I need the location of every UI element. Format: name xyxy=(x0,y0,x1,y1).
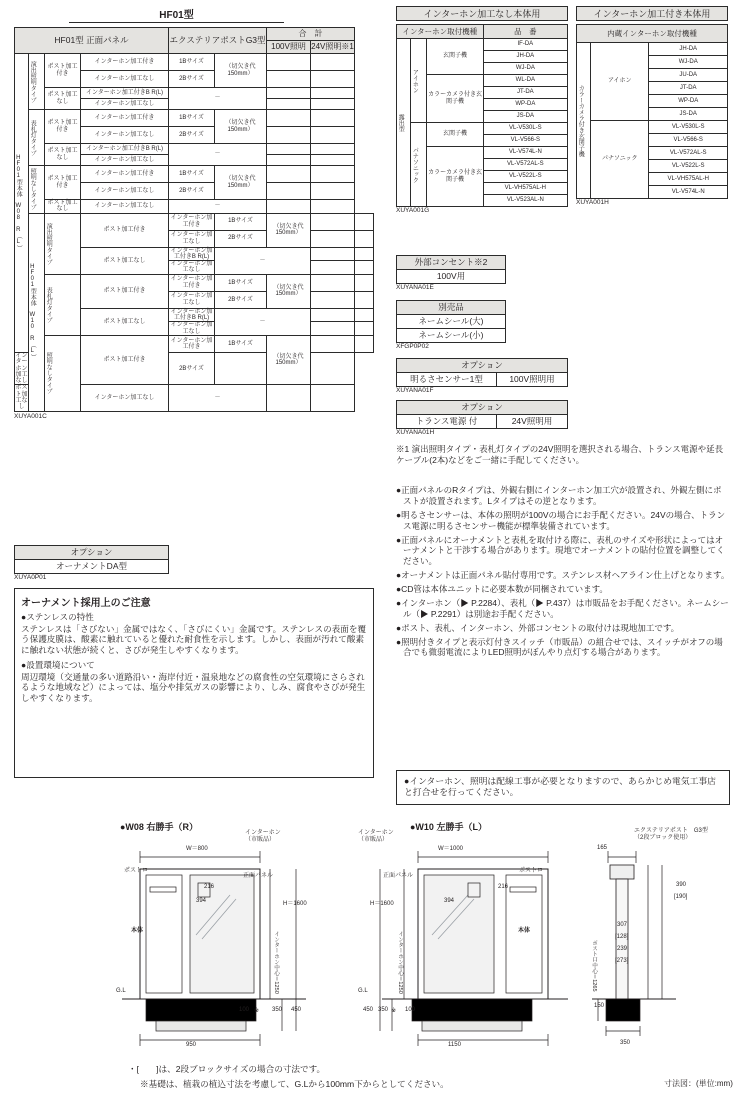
right-panel-label: 正面パネル xyxy=(383,873,414,879)
total-24v-cell xyxy=(311,144,355,155)
model-cell: VL-V523AL-N xyxy=(483,195,567,207)
total-24v-cell xyxy=(311,183,355,200)
sub-color-camera: カラーカメラ付き玄関子機 xyxy=(427,75,483,123)
note-item: ●正面パネルのRタイプは、外観右側にインターホン加工穴が設置され、外観左側にポストが設置されます。Lタイプはその逆となります。 xyxy=(396,485,722,506)
intercom-cell: インターホン加工なし xyxy=(81,99,169,110)
option-sensor-code: XUYANA01F xyxy=(396,387,434,394)
size-cell: － xyxy=(169,200,267,214)
left-panel-label: 正面パネル xyxy=(243,873,274,879)
th-100v: 100V照明 xyxy=(267,41,311,54)
type-label-w08-none: 照明なしタイプ xyxy=(29,166,45,214)
intercom-none-title: インターホン加工なし本体用 xyxy=(396,6,568,21)
size-cell: 2Bサイズ xyxy=(169,71,215,88)
left-width-label: W＝800 xyxy=(186,846,208,852)
note-item: ●インターホン（▶ P.2284）、表札（▶ P.437）は市販品をお手配ください。ネームシール（▶ P.2291）は別途お手配ください。 xyxy=(396,597,729,619)
intercom-cell: インターホン加工なし xyxy=(15,352,28,385)
type-label-w10-enshutsu: 演出照明タイプ xyxy=(45,213,81,274)
total-100v-cell xyxy=(267,99,311,110)
separate-block xyxy=(396,300,506,350)
intercom-with-block xyxy=(576,6,728,206)
post-label: ポスト加工付き xyxy=(81,213,169,247)
size-cell: － xyxy=(215,308,311,335)
star1-note: ※1 演出照明タイプ・表札灯タイプの24V照明を選択される場合、トランス電源や延長ケーブル(2本)などをご一緒に手配してください。 xyxy=(396,444,724,466)
option-trans-title: オプション xyxy=(397,401,568,415)
model-cell: VL-V522L-S xyxy=(483,171,567,183)
model-cell: JH-DA xyxy=(483,51,567,63)
type-label-w08-enshutsu: 演出照明タイプ xyxy=(29,54,45,110)
main-table-title: HF01型 xyxy=(69,6,284,23)
intercom-with-table xyxy=(576,24,728,199)
sub-genkan: 玄関子機 xyxy=(427,39,483,75)
right-width-label: W＝1000 xyxy=(438,846,464,852)
option-trans-item: トランス電源 付 xyxy=(397,415,497,429)
cut-note: （切欠き代 150mm） xyxy=(267,274,311,308)
maker-col-label: 露出型 xyxy=(397,39,411,207)
type-label-w10-none: 照明なしタイプ xyxy=(45,335,81,411)
model-cell: VL-V530L-S xyxy=(483,123,567,135)
total-100v-cell xyxy=(267,54,311,71)
intercom-none-block xyxy=(396,6,568,214)
total-24v-cell xyxy=(355,247,374,261)
right-dim-star: ※ xyxy=(391,1008,397,1014)
model-cell: JT-DA xyxy=(649,82,728,95)
option-trans-table xyxy=(396,400,568,429)
total-100v-cell xyxy=(267,200,311,214)
outlet-title: 外部コンセント※2 xyxy=(397,256,506,270)
model-cell: VL-VH575AL-H xyxy=(649,173,728,186)
option-trans-code: XUYANA01H xyxy=(396,429,435,436)
model-cell: WP-DA xyxy=(483,99,567,111)
option-ornament-title: オプション xyxy=(15,546,169,560)
total-100v-cell xyxy=(267,166,311,183)
total-24v-cell xyxy=(311,71,355,88)
total-24v-cell xyxy=(355,322,374,336)
size-cell: 1Bサイズ xyxy=(169,166,215,183)
note-item: ●明るさセンサーは、本体の照明が100Vの場合にお手配ください。24Vの場合、トランス電源に明るさセンサー機能が標準装備されています。 xyxy=(396,509,726,531)
right-gl: G.L xyxy=(358,988,368,994)
total-24v-cell xyxy=(311,54,355,71)
left-dim-216: 216 xyxy=(204,884,215,890)
post-dim-150: 150 xyxy=(594,1003,605,1009)
left-intercom-label: インターホン （市販品） xyxy=(245,830,281,844)
intercom-with-code: XUYA001H xyxy=(576,199,609,206)
post-dim-128: [128] xyxy=(615,934,629,940)
intercom-cell: インターホン加工付きB R(L) xyxy=(81,88,169,99)
right-dim-100: 100 xyxy=(405,1007,416,1013)
post-label: ポスト加工なし xyxy=(45,144,81,166)
left-post-label: ポストロ xyxy=(124,868,149,874)
total-100v-cell xyxy=(311,247,355,261)
left-dim-450: 450 xyxy=(291,1007,302,1013)
size-cell: 2Bサイズ xyxy=(169,183,215,200)
cut-note: （切欠き代 150mm） xyxy=(215,166,267,200)
size-cell: 1Bサイズ xyxy=(169,54,215,71)
model-cell: WJ-DA xyxy=(483,63,567,75)
model-cell: JS-DA xyxy=(483,111,567,123)
left-dim-star: ※ xyxy=(254,1008,260,1014)
model-cell: JU-DA xyxy=(649,69,728,82)
cut-note: （切欠き代 150mm） xyxy=(215,110,267,144)
model-cell: WL-DA xyxy=(483,75,567,87)
size-cell: 2Bサイズ xyxy=(169,352,215,384)
maker-aiphone: アイホン xyxy=(411,39,427,123)
intercom-cell: インターホン加工なし xyxy=(169,291,215,308)
total-24v-cell xyxy=(355,308,374,322)
left-dim-h: H＝1600 xyxy=(283,901,307,907)
total-24v-cell xyxy=(311,200,355,214)
outlet-block xyxy=(396,255,506,291)
intercom-cell: インターホン加工なし xyxy=(169,261,215,275)
th-panel: HF01型 正面パネル xyxy=(15,28,169,54)
intercom-none-code: XUYA001G xyxy=(396,207,430,214)
model-cell: JH-DA xyxy=(649,43,728,56)
post-label: ポスト加工付き xyxy=(45,166,81,200)
total-100v-cell xyxy=(311,261,355,275)
intercom-cell: インターホン加工付きB R(L) xyxy=(81,144,169,155)
total-24v-cell xyxy=(311,352,355,384)
outlet-table xyxy=(396,255,506,284)
model-cell: VL-VH575AL-H xyxy=(483,183,567,195)
outlet-item: 100V用 xyxy=(397,270,506,284)
maker-panasonic: パナソニック xyxy=(411,123,427,207)
total-100v-cell xyxy=(267,385,311,411)
size-cell: 1Bサイズ xyxy=(215,335,267,352)
maker-aiphone: アイホン xyxy=(591,43,649,121)
intercom-cell: インターホン加工なし xyxy=(81,183,169,200)
model-cell: VL-V572AL-S xyxy=(649,147,728,160)
intercom-cell: インターホン加工付き xyxy=(169,335,215,352)
drawing-right-figure xyxy=(358,835,588,1050)
total-24v-cell xyxy=(311,385,355,411)
post-label: ポスト加工付き xyxy=(45,54,81,88)
model-cell: JT-DA xyxy=(483,87,567,99)
model-cell: WP-DA xyxy=(649,95,728,108)
post-vert-label: ポスト口中心＝1265 xyxy=(591,940,597,992)
sub-genkan: 玄関子機 xyxy=(427,123,483,147)
caution-head-0: ●ステンレスの特性 xyxy=(21,612,94,622)
intercom-cell: インターホン加工なし xyxy=(169,230,215,247)
model-cell: VL-V572AL-S xyxy=(483,159,567,171)
caution-box xyxy=(14,588,374,778)
type-label-w10-hyosatsu: 表札灯タイプ xyxy=(45,274,81,335)
caution-title: オーナメント採用上のご注意 xyxy=(21,598,151,609)
option-sensor-value: 100V照明用 xyxy=(497,373,568,387)
outlet-code: XUYANA01E xyxy=(396,284,434,291)
main-table-code: XUYA001C xyxy=(14,412,47,420)
note-item: ●照明付きタイプと表示灯付きスイッチ（市販品）の組合せでは、スイッチがオフの場合でも微弱電流によりLED照明がぼんやり点灯する場合があります。 xyxy=(396,636,723,658)
main-spec-table xyxy=(14,27,374,412)
post-label: ポスト加工なし xyxy=(45,200,81,214)
option-sensor-item: 明るさセンサー1型 xyxy=(397,373,497,387)
right-dim-h: H＝1600 xyxy=(370,901,394,907)
post-label: ポスト加工なし xyxy=(81,247,169,274)
note-item: ●ポスト、表札、インターホン、外部コンセントの取付けは現地加工です。 xyxy=(396,622,680,633)
intercom-none-table xyxy=(396,24,568,207)
total-24v-cell xyxy=(355,335,374,352)
right-vert-label: インターホン中心＝1250 xyxy=(397,931,403,994)
option-ornament-code: XUYA0P01 xyxy=(14,574,47,581)
size-cell: － xyxy=(169,88,267,110)
right-dim-216: 216 xyxy=(498,884,509,890)
right-intercom-label: インターホン （市販品） xyxy=(358,830,394,844)
total-24v-cell xyxy=(311,99,355,110)
option-ornament-item: オーナメントDA型 xyxy=(15,560,169,574)
scale-note: 寸法図：(単位:mm) xyxy=(664,1079,733,1088)
total-24v-cell xyxy=(311,166,355,183)
note-item: ●正面パネルにオーナメントと表札を取付ける際に、表札のサイズや形状によってはオーナメントと干渉する場合があります。現地でオーナメントの貼付位置を調整してください。 xyxy=(396,534,725,567)
post-label: ポスト加工付き xyxy=(45,110,81,144)
model-cell: IF-DA xyxy=(483,39,567,51)
intercom-cell: インターホン加工なし xyxy=(169,322,215,336)
drawing-post-figure xyxy=(588,845,688,1045)
th-model-no: 品 番 xyxy=(483,25,567,39)
drawing-left-title: ●W08 右勝手（R） xyxy=(120,822,198,832)
total-100v-cell xyxy=(311,274,355,291)
model-cell: JS-DA xyxy=(649,108,728,121)
total-100v-cell xyxy=(311,335,355,352)
option-sensor-title: オプション xyxy=(397,359,568,373)
total-24v-cell xyxy=(355,274,374,291)
size-cell: 2Bサイズ xyxy=(215,291,267,308)
total-100v-cell xyxy=(267,88,311,99)
size-cell: 1Bサイズ xyxy=(215,274,267,291)
total-100v-cell xyxy=(311,308,355,322)
post-label: ポスト加工なし xyxy=(45,88,81,110)
note-item: ●オーナメントは正面パネル貼付専用です。ステンレス材ヘアライン仕上げとなります。 xyxy=(396,570,730,581)
post-dim-165: 165 xyxy=(597,845,608,851)
drawing-footnote-0: ・[ ]は、2段ブロックサイズの場合の寸法です。 xyxy=(128,1064,326,1074)
left-dim-350: 350 xyxy=(272,1007,283,1013)
post-label: ポスト加工なし xyxy=(15,385,28,411)
note-item: ●CD管は本体ユニットに必要本数が同梱されています。 xyxy=(396,584,608,594)
cut-note: （切欠き代 150mm） xyxy=(267,213,311,247)
model-cell: VL-V566-S xyxy=(483,135,567,147)
size-cell: 1Bサイズ xyxy=(215,213,267,230)
camera-col-label: カラーカメラ付き玄関子機 xyxy=(577,43,591,199)
post-title: エクステリアポスト G3型 （2段ブロック使用） xyxy=(634,828,708,842)
intercom-cell: インターホン加工付きB R(L) xyxy=(169,308,215,322)
option-sensor-block xyxy=(396,358,568,394)
group-label-w10: HF01型本体 W10 R（L） xyxy=(29,213,45,411)
maker-panasonic: パナソニック xyxy=(591,121,649,199)
post-dim-307: 307 xyxy=(617,922,628,928)
separate-table xyxy=(396,300,506,343)
left-dim-100: 100 xyxy=(239,1007,250,1013)
post-label: ポスト加工付き xyxy=(81,274,169,308)
intercom-cell: インターホン加工付き xyxy=(81,110,169,127)
main-spec-table-block xyxy=(14,6,374,420)
total-100v-cell xyxy=(267,110,311,127)
left-dim-950: 950 xyxy=(186,1042,197,1048)
total-100v-cell xyxy=(311,213,355,230)
left-gl: G.L xyxy=(116,988,126,994)
post-dim-239: 239 xyxy=(617,946,628,952)
right-dim-1150: 1150 xyxy=(448,1042,461,1048)
post-dim-273: [273] xyxy=(615,958,629,964)
th-builtin-intercom: 内蔵インターホン取付機種 xyxy=(577,25,728,43)
post-label: ポスト加工付き xyxy=(81,335,169,384)
total-24v-cell xyxy=(355,291,374,308)
option-trans-value: 24V照明用 xyxy=(497,415,568,429)
intercom-cell: インターホン加工付き xyxy=(169,274,215,291)
size-cell: － xyxy=(169,385,267,411)
left-vert-label: インターホン中心＝1250 xyxy=(273,931,279,994)
model-cell: WJ-DA xyxy=(649,56,728,69)
sub-color-camera: カラーカメラ付き玄関子機 xyxy=(427,147,483,207)
intercom-cell: インターホン加工付きB R(L) xyxy=(169,247,215,261)
cut-note: （切欠き代 150mm） xyxy=(215,54,267,88)
caution-body-0: ステンレスは「さびない」金属ではなく、「さびにくい」金属です。ステンレスの表面を覆う保護皮膜は、酸素に触れていると優れた耐食性を示します。しかし、表面が汚れて酸素に触れない状態が続くと、さびが発生しやすくなります。 xyxy=(21,623,367,656)
total-24v-cell xyxy=(311,110,355,127)
intercom-cell: インターホン加工なし xyxy=(81,155,169,166)
total-24v-cell xyxy=(311,88,355,99)
total-100v-cell xyxy=(267,155,311,166)
intercom-cell: インターホン加工付き xyxy=(169,213,215,230)
total-100v-cell xyxy=(311,230,355,247)
right-notes-list xyxy=(396,485,730,661)
left-dim-394: 394 xyxy=(196,898,207,904)
caution-head-1: ●設置環境について xyxy=(21,659,95,670)
caution-body-1: 周辺環境（交通量の多い道路沿い・海岸付近・温泉地などの腐食性の空気環境にさらされるような地域など）によっては、塩分や排気ガスの影響により、しみ、腐食やさびが発生しやすくなります。 xyxy=(21,671,366,704)
total-24v-cell xyxy=(311,155,355,166)
size-cell: － xyxy=(215,247,311,274)
total-100v-cell xyxy=(311,291,355,308)
total-100v-cell xyxy=(311,322,355,336)
drawing-footnote-1: ※基礎は、植栽の植込寸法を考慮して、G.Lから100mm下からとしてください。 xyxy=(140,1079,449,1089)
option-sensor-table xyxy=(396,358,568,387)
option-ornament-block xyxy=(14,545,169,581)
total-100v-cell xyxy=(267,183,311,200)
model-cell: VL-V522L-S xyxy=(649,160,728,173)
intercom-cell: インターホン加工付き xyxy=(81,166,169,183)
total-100v-cell xyxy=(267,71,311,88)
right-dim-394: 394 xyxy=(444,898,455,904)
separate-title: 別売品 xyxy=(397,301,506,315)
left-body-label: 本体 xyxy=(131,928,144,934)
size-cell: 2Bサイズ xyxy=(169,127,215,144)
intercom-cell: インターホン加工なし xyxy=(81,71,169,88)
size-cell: 2Bサイズ xyxy=(215,230,267,247)
option-trans-block xyxy=(396,400,568,436)
right-body-label: 本体 xyxy=(518,928,531,934)
post-dim-350: 350 xyxy=(620,1040,631,1046)
total-100v-cell xyxy=(215,352,267,384)
intercom-with-title: インターホン加工付き本体用 xyxy=(576,6,728,21)
drawing-right-title: ●W10 左勝手（L） xyxy=(410,822,487,832)
th-post: エクステリアポストG3型 xyxy=(169,28,267,54)
type-label-w08-hyosatsu: 表札灯タイプ xyxy=(29,110,45,166)
post-dim-190: [190] xyxy=(674,894,688,900)
option-ornament-table xyxy=(14,545,169,574)
cut-note: （切欠き代 150mm） xyxy=(267,335,311,384)
separate-code: XFGP0P02 xyxy=(396,343,429,350)
group-label-w08: HF01型本体 W08 R（L） xyxy=(15,54,29,353)
post-label: ポスト加工なし xyxy=(81,308,169,335)
th-intercom-models: インターホン取付機種 xyxy=(397,25,484,39)
total-100v-cell xyxy=(267,144,311,155)
intercom-cell: インターホン加工なし xyxy=(81,200,169,214)
th-24v: 24V照明※1 xyxy=(311,41,355,54)
right-dim-350: 350 xyxy=(378,1007,389,1013)
size-cell: 1Bサイズ xyxy=(169,110,215,127)
total-24v-cell xyxy=(355,261,374,275)
separate-item-0: ネームシール(大) xyxy=(397,315,506,329)
right-dim-450: 450 xyxy=(363,1007,374,1013)
intercom-cell: インターホン加工なし xyxy=(81,385,169,411)
total-24v-cell xyxy=(355,213,374,230)
intercom-cell: インターホン加工なし xyxy=(81,127,169,144)
model-cell: VL-V566-S xyxy=(649,134,728,147)
right-post-label: ポストロ xyxy=(519,868,544,874)
size-cell: － xyxy=(169,144,267,166)
total-100v-cell xyxy=(267,127,311,144)
model-cell: VL-V574L-N xyxy=(483,147,567,159)
total-24v-cell xyxy=(355,230,374,247)
th-total: 合 計 xyxy=(267,28,355,41)
post-dim-390: 390 xyxy=(676,882,687,888)
model-cell: VL-V574L-N xyxy=(649,186,728,199)
intercom-cell: インターホン加工付き xyxy=(81,54,169,71)
emphasis-note: ●インターホン、照明は配線工事が必要となりますので、あらかじめ電気工事店と打合せを行ってください。 xyxy=(396,770,730,805)
separate-item-1: ネームシール(小) xyxy=(397,329,506,343)
total-24v-cell xyxy=(311,127,355,144)
model-cell: VL-V530L-S xyxy=(649,121,728,134)
